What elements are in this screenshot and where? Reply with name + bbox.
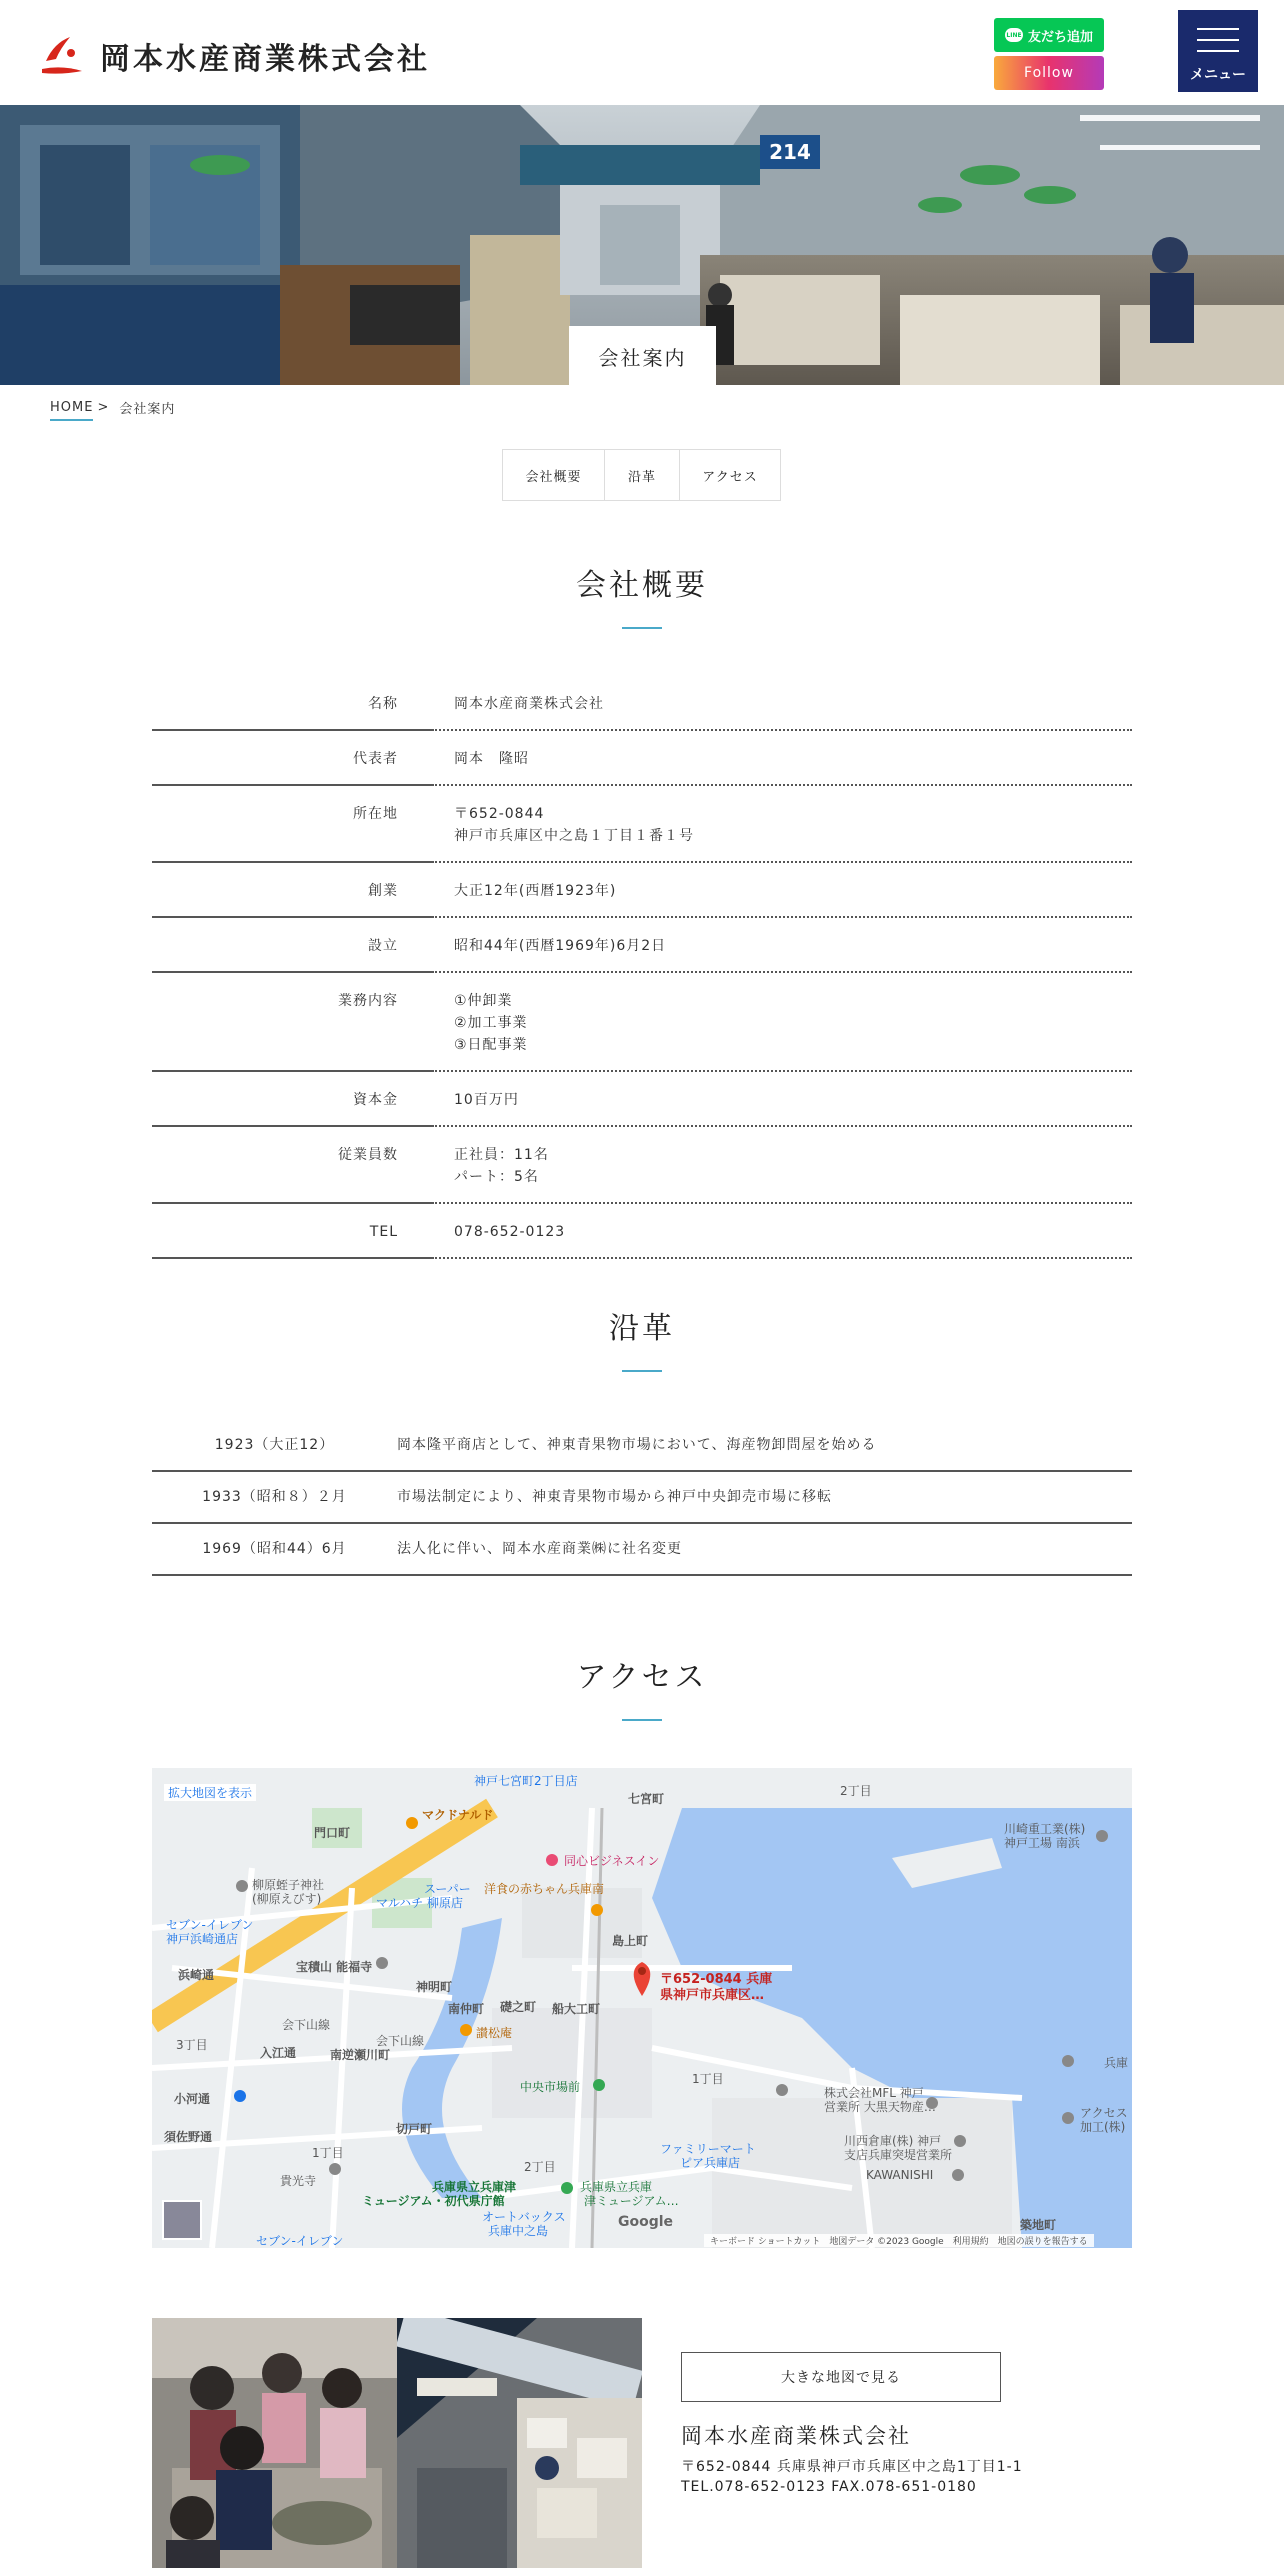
history-description: 岡本隆平商店として、神東青果物市場において、海産物卸問屋を始める xyxy=(397,1437,877,1453)
company-name: 岡本水産商業株式会社 xyxy=(100,42,430,77)
map-label: 七宮町 xyxy=(628,1792,665,1806)
section-tabs xyxy=(502,449,781,501)
history-description: 市場法制定により、神東青果物市場から神戸中央卸売市場に移転 xyxy=(397,1489,832,1505)
history-year: 1933（昭和８）２月 xyxy=(202,1489,347,1505)
embedded-google-map[interactable] xyxy=(152,1768,1132,2248)
map-label: 南逆瀬川町 xyxy=(330,2048,391,2062)
row-label: 業務内容 xyxy=(338,993,398,1009)
access-heading: アクセス xyxy=(576,1660,708,1695)
hamburger-icon-bar xyxy=(1197,39,1239,41)
line-icon: LINE xyxy=(1005,28,1023,42)
follow-button-label: Follow xyxy=(1024,65,1074,81)
row-value-text: 昭和44年(西暦1969年)6月2日 xyxy=(454,938,667,954)
access-photos xyxy=(152,2318,642,2568)
map-label: 島上町 xyxy=(612,1934,649,1948)
map-label: 中央市場前 xyxy=(520,2080,581,2094)
map-label: スーパー xyxy=(424,1882,471,1896)
map-label: 門口町 xyxy=(314,1826,351,1840)
map-label: 1丁目 xyxy=(692,2072,724,2086)
table-row xyxy=(152,1524,1132,1576)
history-year: 1969（昭和44）6月 xyxy=(202,1541,347,1557)
map-label: 須佐野通 xyxy=(164,2130,213,2144)
map-label: 神戸浜崎通店 xyxy=(166,1932,239,1946)
map-label: 川西倉庫(株) 神戸 xyxy=(844,2134,942,2148)
map-label: 営業所 大黒天物産… xyxy=(824,2100,936,2114)
map-label: 宝積山 能福寺 xyxy=(296,1960,373,1974)
map-label: 洋食の赤ちゃん兵庫南 xyxy=(484,1882,605,1896)
map-label: 兵庫中之島 xyxy=(488,2224,549,2238)
access-address: 〒652-0844 兵庫県神戸市兵庫区中之島1丁目1-1 xyxy=(681,2459,1023,2475)
map-label: セブン-イレブン xyxy=(256,2234,344,2248)
map-pin-label: 県神戸市兵庫区… xyxy=(660,1988,765,2003)
page-title: 会社案内 xyxy=(569,326,716,386)
map-label: 兵庫 xyxy=(1104,2056,1129,2070)
row-label: TEL xyxy=(369,1224,398,1240)
row-value-text: 大正12年(西暦1923年) xyxy=(454,883,617,899)
map-label: 南仲町 xyxy=(448,2002,485,2016)
hamburger-icon xyxy=(1197,28,1239,30)
overview-heading: 会社概要 xyxy=(576,568,708,603)
map-label: 神戸七宮町2丁目店 xyxy=(474,1774,578,1788)
row-value xyxy=(454,1089,519,1111)
map-label: 神明町 xyxy=(416,1980,453,1994)
table-row xyxy=(152,1472,1132,1524)
site-header xyxy=(0,0,1284,105)
breadcrumb-current: 会社案内 xyxy=(119,402,176,417)
row-value xyxy=(454,1144,549,1188)
map-label: マクドナルド xyxy=(422,1808,494,1822)
map-label: 神戸工場 南浜 xyxy=(1004,1836,1080,1850)
map-label: 2丁目 xyxy=(840,1784,872,1798)
map-label: マルハチ 柳原店 xyxy=(376,1896,463,1910)
map-label: 浜崎通 xyxy=(178,1968,215,1982)
breadcrumb-separator: > xyxy=(97,400,110,415)
access-company-name: 岡本水産商業株式会社 xyxy=(681,2424,911,2448)
table-row xyxy=(152,676,1132,731)
map-label: ピア兵庫店 xyxy=(680,2156,741,2170)
map-label: 会下山線 xyxy=(282,2018,331,2032)
table-row xyxy=(152,1204,1132,1259)
instagram-follow-button[interactable] xyxy=(994,56,1104,90)
map-label: ミュージアム・初代県庁館 xyxy=(362,2194,505,2208)
row-label: 所在地 xyxy=(353,806,398,822)
row-label: 名称 xyxy=(368,696,398,712)
row-value-text: 正社員：11名 パート：5名 xyxy=(454,1147,549,1185)
map-label: 切戸町 xyxy=(396,2122,433,2136)
map-label: 津ミュージアム… xyxy=(584,2194,679,2208)
row-value xyxy=(454,990,528,1056)
map-footer[interactable]: キーボード ショートカット 地図データ ©2023 Google 利用規約 地図の誤りを報告する xyxy=(704,2234,1094,2247)
row-value xyxy=(454,803,694,847)
row-value-text: 〒652-0844 神戸市兵庫区中之島１丁目１番１号 xyxy=(454,806,694,844)
site-logo[interactable] xyxy=(40,34,430,78)
row-value-text: 岡本 隆昭 xyxy=(454,751,529,767)
map-label: 礎之町 xyxy=(500,2000,537,2014)
heading-underline xyxy=(622,1719,662,1721)
row-value xyxy=(454,1221,565,1243)
table-row xyxy=(152,1420,1132,1472)
map-label: 貴光寺 xyxy=(280,2174,317,2188)
menu-button[interactable] xyxy=(1178,10,1258,92)
heading-underline xyxy=(622,1370,662,1372)
row-label: 設立 xyxy=(368,938,398,954)
view-large-map-button[interactable]: 大きな地図で見る xyxy=(681,2352,1001,2402)
row-label: 従業員数 xyxy=(338,1147,398,1163)
map-satellite-toggle[interactable] xyxy=(162,2200,202,2240)
history-heading: 沿革 xyxy=(609,1311,675,1346)
map-label: (柳原えびす) xyxy=(252,1892,322,1906)
map-label: 柳原蛭子神社 xyxy=(252,1878,325,1892)
table-row xyxy=(152,1127,1132,1204)
table-row xyxy=(152,731,1132,786)
row-label: 資本金 xyxy=(353,1092,398,1108)
tab-overview[interactable]: 会社概要 xyxy=(503,450,605,500)
table-row xyxy=(152,1072,1132,1127)
sign-number: 214 xyxy=(769,140,811,164)
map-label: アクセス xyxy=(1080,2106,1128,2120)
row-value-text: 10百万円 xyxy=(454,1092,519,1108)
tab-history[interactable]: 沿革 xyxy=(605,450,680,500)
row-value-text: 岡本水産商業株式会社 xyxy=(454,696,604,712)
map-label: 船大工町 xyxy=(552,2002,601,2016)
map-label: 築地町 xyxy=(1020,2218,1057,2232)
row-label: 創業 xyxy=(368,883,398,899)
map-label: 兵庫県立兵庫津 xyxy=(432,2180,517,2194)
row-value xyxy=(454,748,529,770)
table-row xyxy=(152,786,1132,863)
map-label: 加工(株) xyxy=(1080,2120,1126,2134)
hamburger-icon-bar xyxy=(1197,50,1239,52)
row-value xyxy=(454,880,616,902)
row-value-text: 078-652-0123 xyxy=(454,1224,566,1240)
row-value-text: ①仲卸業 ②加工事業 ③日配事業 xyxy=(454,993,528,1053)
history-table xyxy=(152,1420,1132,1576)
map-label: 株式会社MFL 神戸 xyxy=(824,2086,924,2100)
breadcrumb xyxy=(50,398,175,423)
row-value xyxy=(454,935,666,957)
table-row xyxy=(152,863,1132,918)
map-label: 1丁目 xyxy=(312,2146,344,2160)
table-row xyxy=(152,973,1132,1072)
row-value xyxy=(454,693,604,715)
line-add-friend-button[interactable] xyxy=(994,18,1104,52)
tab-access[interactable]: アクセス xyxy=(702,469,758,485)
market-photo-2 xyxy=(397,2318,642,2568)
heading-underline xyxy=(622,627,662,629)
google-logo: Google xyxy=(618,2214,674,2230)
row-label: 代表者 xyxy=(353,751,398,767)
map-label: 小河通 xyxy=(174,2092,211,2106)
map-label: 支店兵庫突堤営業所 xyxy=(844,2148,953,2162)
map-label: 兵庫県立兵庫 xyxy=(580,2180,653,2194)
history-year: 1923（大正12） xyxy=(214,1437,335,1453)
line-button-label: 友だち追加 xyxy=(1027,29,1093,45)
map-label: セブン-イレブン xyxy=(166,1918,254,1932)
kids-photo xyxy=(152,2318,397,2568)
company-overview-table xyxy=(152,676,1132,1259)
menu-label: メニュー xyxy=(1190,67,1246,83)
map-label: 入江通 xyxy=(260,2046,297,2060)
map-pin-label: 〒652-0844 兵庫 xyxy=(660,1972,773,1987)
map-enlarge-link[interactable]: 拡大地図を表示 xyxy=(164,1784,256,1801)
map-label: 2丁目 xyxy=(524,2160,556,2174)
access-tel-fax: TEL.078-652-0123 FAX.078-651-0180 xyxy=(681,2479,977,2495)
map-label: 同心ビジネスイン xyxy=(564,1854,660,1868)
history-description: 法人化に伴い、岡本水産商業㈱に社名変更 xyxy=(397,1541,682,1557)
map-label: 讃松庵 xyxy=(476,2026,513,2040)
map-label: 川崎重工業(株) xyxy=(1004,1822,1086,1836)
map-label: オートバックス xyxy=(482,2210,566,2224)
map-label: ファミリーマート xyxy=(660,2142,756,2156)
logo-icon xyxy=(40,35,84,77)
map-label: 3丁目 xyxy=(176,2038,208,2052)
map-label: 会下山線 xyxy=(376,2034,425,2048)
map-label: KAWANISHI xyxy=(866,2168,934,2182)
breadcrumb-home-link[interactable]: HOME xyxy=(50,400,93,421)
table-row xyxy=(152,918,1132,973)
